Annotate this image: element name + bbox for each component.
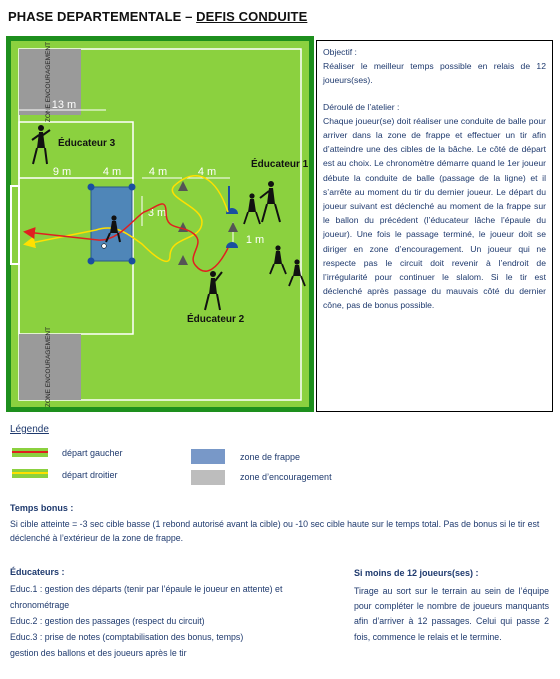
zone-label-top: ZONE ENCOURAGEMENT bbox=[45, 41, 52, 123]
objective-text: Réaliser le meilleur temps possible en relais de 12 joueurs(ses). bbox=[323, 61, 546, 86]
field-svg bbox=[6, 36, 314, 412]
educateurs-list bbox=[10, 581, 340, 661]
dim-4m-c: 4 m bbox=[197, 166, 217, 178]
legend-zone-encouragement: zone d’encouragement bbox=[240, 472, 332, 482]
educateurs-heading: Éducateurs : bbox=[10, 567, 65, 577]
educ-line-1: Educ.1 : gestion des départs (tenir par l’épaule le joueur en attente) et chronométrage bbox=[10, 584, 283, 610]
legend-depart-gaucher: départ gaucher bbox=[62, 448, 123, 458]
moins-text: Tirage au sort sur le terrain au sein de l’équipe pour compléter le nombre de joueurs manquants afin d’arriver à 12 passages. Celui qui passe 2 fois, commence le relais et le termine. bbox=[354, 586, 549, 642]
legend-swatch-droitier bbox=[12, 469, 48, 478]
field-diagram bbox=[6, 36, 314, 412]
educ-line-4: gestion des ballons et des joueurs après le tir bbox=[10, 648, 187, 658]
moins-heading: Si moins de 12 joueurs(ses) : bbox=[354, 568, 479, 578]
bonus-heading: Temps bonus : bbox=[10, 503, 74, 513]
deroule-text: Chaque joueur(se) doit réaliser une conduite de balle pour arriver dans la zone de frappe et effectuer un tir afin d’atteindre une des cibles de la bâche. Le côté de départ est au choix. Le chronomètre démarre quand le 1er joueur débute la conduite de balle (passage de la ligne) et il s’arrête au moment du tir du dernier joueur. Le départ du joueur suivant est déclenché au moment de la frappe sur le ballon du précédent (l’éducateur lâche l’épaule du joueur). Une fois le passage terminé, le joueur doit se diriger en zone d’encouragement. Un joueur qui ne respecte pas le circuit doit revenir à l’endroit de l’irrégularité pour continuer le slalom. Si le tir est déclenché après passage du mauvais côté du dernier cône, pas de bonus possible. bbox=[323, 115, 546, 311]
legend-swatch-gaucher bbox=[12, 448, 48, 457]
page-title bbox=[8, 9, 307, 24]
deroule-heading: Déroulé de l’atelier : bbox=[323, 101, 400, 112]
legend-depart-droitier: départ droitier bbox=[62, 470, 118, 480]
dim-4m-b: 4 m bbox=[148, 166, 168, 178]
legend-title: Légende bbox=[10, 424, 49, 435]
dim-13m: 13 m bbox=[51, 99, 77, 111]
educateur-2-label: Éducateur 2 bbox=[187, 314, 245, 325]
legend-zone-frappe: zone de frappe bbox=[240, 452, 301, 462]
dim-9m: 9 m bbox=[52, 166, 72, 178]
educateur-1-label: Éducateur 1 bbox=[251, 159, 309, 170]
educ-line-3: Educ.3 : prise de notes (comptabilisation des bonus, temps) bbox=[10, 632, 244, 642]
zone-label-bottom: ZONE ENCOURAGEMENT bbox=[45, 326, 52, 408]
educateur-3-label: Éducateur 3 bbox=[58, 138, 116, 149]
dim-1m: 1 m bbox=[245, 234, 265, 246]
educ-line-2: Educ.2 : gestion des passages (respect du circuit) bbox=[10, 616, 205, 626]
legend-swatch-zone-encouragement bbox=[191, 470, 225, 485]
bonus-text: Si cible atteinte = -3 sec cible basse (1 rebond autorisé avant la cible) ou -10 sec cible haute sur le temps total. Pas de bonus si le tir est déclenché à l’extérieur de la zone de frappe. bbox=[10, 519, 540, 543]
legend-swatch-zone-frappe bbox=[191, 449, 225, 464]
objective-heading: Objectif : bbox=[323, 47, 357, 57]
dim-3m: 3 m bbox=[147, 207, 167, 219]
title-part1: PHASE DEPARTEMENTALE – bbox=[8, 9, 197, 24]
dim-4m-a: 4 m bbox=[102, 166, 122, 178]
objective-box bbox=[316, 40, 553, 412]
title-part2: DEFIS CONDUITE bbox=[196, 9, 308, 24]
